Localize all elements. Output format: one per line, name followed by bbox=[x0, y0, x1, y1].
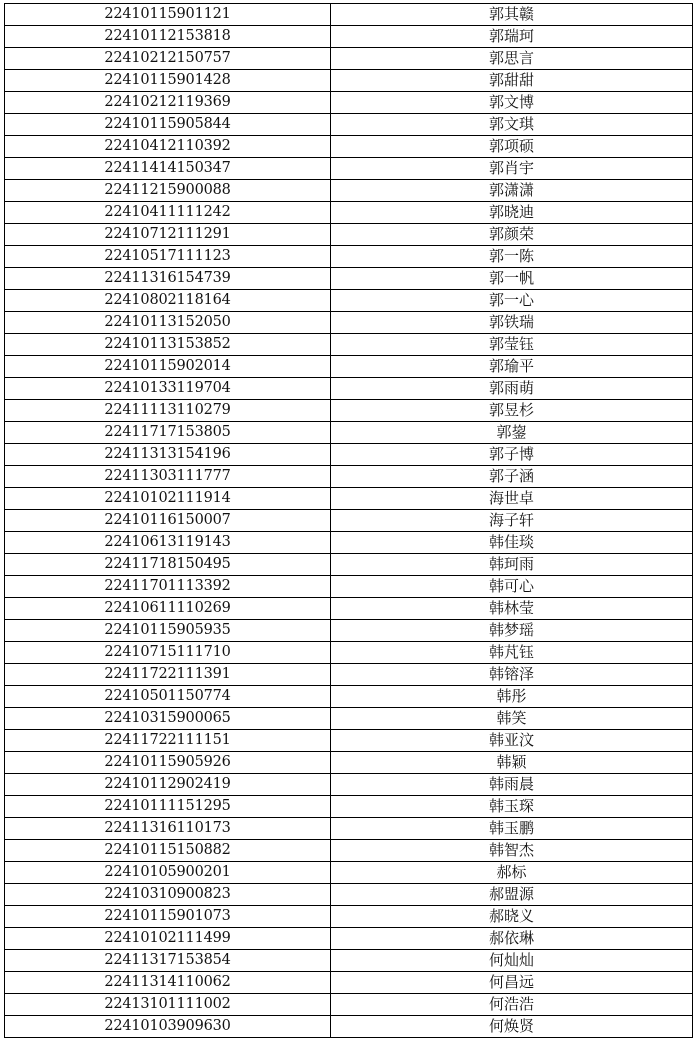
table-row bbox=[5, 796, 693, 818]
table-row bbox=[5, 4, 693, 26]
student-id-cell: 22410501150774 bbox=[5, 686, 331, 708]
table-row bbox=[5, 488, 693, 510]
student-name-cell: 韩玉琛 bbox=[331, 796, 693, 818]
table-row bbox=[5, 862, 693, 884]
student-id-cell: 22410310900823 bbox=[5, 884, 331, 906]
student-name-cell: 海世卓 bbox=[331, 488, 693, 510]
student-name-cell: 郝盟源 bbox=[331, 884, 693, 906]
student-id-cell: 22411317153854 bbox=[5, 950, 331, 972]
student-name-cell: 韩林莹 bbox=[331, 598, 693, 620]
student-id-cell: 22410115905844 bbox=[5, 114, 331, 136]
student-name-cell: 何浩浩 bbox=[331, 994, 693, 1016]
student-id-cell: 22411303111777 bbox=[5, 466, 331, 488]
student-name-cell: 韩亚汶 bbox=[331, 730, 693, 752]
student-id-cell: 22410212119369 bbox=[5, 92, 331, 114]
table-row bbox=[5, 114, 693, 136]
student-id-cell: 22410115150882 bbox=[5, 840, 331, 862]
student-id-cell: 22410412110392 bbox=[5, 136, 331, 158]
student-id-cell: 22410115902014 bbox=[5, 356, 331, 378]
table-row bbox=[5, 730, 693, 752]
table-row bbox=[5, 26, 693, 48]
table-row bbox=[5, 554, 693, 576]
student-id-cell: 22410105900201 bbox=[5, 862, 331, 884]
student-name-cell: 郭文博 bbox=[331, 92, 693, 114]
table-row bbox=[5, 884, 693, 906]
student-name-cell: 郭子博 bbox=[331, 444, 693, 466]
table-row bbox=[5, 840, 693, 862]
student-id-cell: 22411316110173 bbox=[5, 818, 331, 840]
student-name-cell: 郭瑞珂 bbox=[331, 26, 693, 48]
student-id-cell: 22410411111242 bbox=[5, 202, 331, 224]
table-row bbox=[5, 532, 693, 554]
student-name-cell: 郭一陈 bbox=[331, 246, 693, 268]
student-id-cell: 22411718150495 bbox=[5, 554, 331, 576]
table-row bbox=[5, 290, 693, 312]
student-name-cell: 郭雨萌 bbox=[331, 378, 693, 400]
table-row bbox=[5, 268, 693, 290]
student-id-cell: 22410517111123 bbox=[5, 246, 331, 268]
student-name-cell: 郭鋆 bbox=[331, 422, 693, 444]
table-row bbox=[5, 576, 693, 598]
student-id-cell: 22411316154739 bbox=[5, 268, 331, 290]
table-row bbox=[5, 620, 693, 642]
student-id-cell: 22410802118164 bbox=[5, 290, 331, 312]
student-id-cell: 22411722111151 bbox=[5, 730, 331, 752]
student-name-cell: 郝晓义 bbox=[331, 906, 693, 928]
student-id-cell: 22410115905926 bbox=[5, 752, 331, 774]
table-row bbox=[5, 642, 693, 664]
table-row bbox=[5, 752, 693, 774]
student-name-cell: 郭思言 bbox=[331, 48, 693, 70]
table-row bbox=[5, 136, 693, 158]
table-row bbox=[5, 224, 693, 246]
student-name-cell: 郭其赣 bbox=[331, 4, 693, 26]
student-id-cell: 22410111151295 bbox=[5, 796, 331, 818]
student-id-cell: 22410113152050 bbox=[5, 312, 331, 334]
student-id-cell: 22410102111499 bbox=[5, 928, 331, 950]
student-id-cell: 22410115901428 bbox=[5, 70, 331, 92]
student-name-cell: 郝依琳 bbox=[331, 928, 693, 950]
student-id-cell: 22413101111002 bbox=[5, 994, 331, 1016]
student-name-cell: 郭瑜平 bbox=[331, 356, 693, 378]
student-id-cell: 22411717153805 bbox=[5, 422, 331, 444]
table-row bbox=[5, 950, 693, 972]
table-row bbox=[5, 818, 693, 840]
student-name-cell: 韩芃钰 bbox=[331, 642, 693, 664]
student-name-cell: 韩玉鹏 bbox=[331, 818, 693, 840]
table-row bbox=[5, 686, 693, 708]
student-id-cell: 22410103909630 bbox=[5, 1016, 331, 1038]
student-name-cell: 韩珂雨 bbox=[331, 554, 693, 576]
student-name-cell: 韩佳琰 bbox=[331, 532, 693, 554]
roster-table bbox=[4, 3, 693, 1038]
student-name-cell: 韩梦瑶 bbox=[331, 620, 693, 642]
student-name-cell: 郭铁瑞 bbox=[331, 312, 693, 334]
student-name-cell: 郭子涵 bbox=[331, 466, 693, 488]
student-name-cell: 郭文琪 bbox=[331, 114, 693, 136]
table-row bbox=[5, 92, 693, 114]
table-row bbox=[5, 378, 693, 400]
student-name-cell: 郭潇潇 bbox=[331, 180, 693, 202]
table-row bbox=[5, 356, 693, 378]
student-id-cell: 22410115901121 bbox=[5, 4, 331, 26]
student-name-cell: 郭晓迪 bbox=[331, 202, 693, 224]
student-id-cell: 22410715111710 bbox=[5, 642, 331, 664]
student-name-cell: 郭颜荣 bbox=[331, 224, 693, 246]
table-row bbox=[5, 180, 693, 202]
student-id-cell: 22410112902419 bbox=[5, 774, 331, 796]
table-row bbox=[5, 774, 693, 796]
student-name-cell: 郝标 bbox=[331, 862, 693, 884]
table-row bbox=[5, 928, 693, 950]
roster-table-body bbox=[5, 4, 693, 1038]
table-row bbox=[5, 598, 693, 620]
table-row bbox=[5, 466, 693, 488]
table-row bbox=[5, 334, 693, 356]
table-row bbox=[5, 994, 693, 1016]
table-row bbox=[5, 708, 693, 730]
student-id-cell: 22410115901073 bbox=[5, 906, 331, 928]
student-id-cell: 22410611110269 bbox=[5, 598, 331, 620]
student-id-cell: 22411215900088 bbox=[5, 180, 331, 202]
student-id-cell: 22411701113392 bbox=[5, 576, 331, 598]
student-id-cell: 22410113153852 bbox=[5, 334, 331, 356]
student-id-cell: 22410133119704 bbox=[5, 378, 331, 400]
student-name-cell: 何灿灿 bbox=[331, 950, 693, 972]
student-id-cell: 22410115905935 bbox=[5, 620, 331, 642]
student-name-cell: 韩笑 bbox=[331, 708, 693, 730]
table-row bbox=[5, 400, 693, 422]
table-row bbox=[5, 664, 693, 686]
student-name-cell: 韩智杰 bbox=[331, 840, 693, 862]
student-name-cell: 郭肖宇 bbox=[331, 158, 693, 180]
student-name-cell: 郭一帆 bbox=[331, 268, 693, 290]
student-id-cell: 22411722111391 bbox=[5, 664, 331, 686]
student-id-cell: 22410102111914 bbox=[5, 488, 331, 510]
table-row bbox=[5, 158, 693, 180]
roster-sheet bbox=[4, 3, 692, 1038]
table-row bbox=[5, 510, 693, 532]
student-id-cell: 22411314110062 bbox=[5, 972, 331, 994]
student-name-cell: 韩镕泽 bbox=[331, 664, 693, 686]
table-row bbox=[5, 1016, 693, 1038]
table-row bbox=[5, 48, 693, 70]
student-name-cell: 郭项硕 bbox=[331, 136, 693, 158]
table-row bbox=[5, 312, 693, 334]
student-name-cell: 韩雨晨 bbox=[331, 774, 693, 796]
table-row bbox=[5, 422, 693, 444]
table-row bbox=[5, 972, 693, 994]
student-name-cell: 郭莹钰 bbox=[331, 334, 693, 356]
student-name-cell: 郭甜甜 bbox=[331, 70, 693, 92]
student-id-cell: 22410112153818 bbox=[5, 26, 331, 48]
student-name-cell: 韩颖 bbox=[331, 752, 693, 774]
student-id-cell: 22410212150757 bbox=[5, 48, 331, 70]
student-id-cell: 22410116150007 bbox=[5, 510, 331, 532]
student-name-cell: 何昌远 bbox=[331, 972, 693, 994]
student-id-cell: 22410315900065 bbox=[5, 708, 331, 730]
student-id-cell: 22410712111291 bbox=[5, 224, 331, 246]
student-id-cell: 22411414150347 bbox=[5, 158, 331, 180]
student-name-cell: 韩可心 bbox=[331, 576, 693, 598]
student-name-cell: 韩彤 bbox=[331, 686, 693, 708]
student-name-cell: 何焕贤 bbox=[331, 1016, 693, 1038]
table-row bbox=[5, 906, 693, 928]
table-row bbox=[5, 202, 693, 224]
student-id-cell: 22411313154196 bbox=[5, 444, 331, 466]
student-id-cell: 22411113110279 bbox=[5, 400, 331, 422]
student-id-cell: 22410613119143 bbox=[5, 532, 331, 554]
table-row bbox=[5, 70, 693, 92]
student-name-cell: 郭一心 bbox=[331, 290, 693, 312]
table-row bbox=[5, 444, 693, 466]
student-name-cell: 海子轩 bbox=[331, 510, 693, 532]
student-name-cell: 郭昱杉 bbox=[331, 400, 693, 422]
table-row bbox=[5, 246, 693, 268]
